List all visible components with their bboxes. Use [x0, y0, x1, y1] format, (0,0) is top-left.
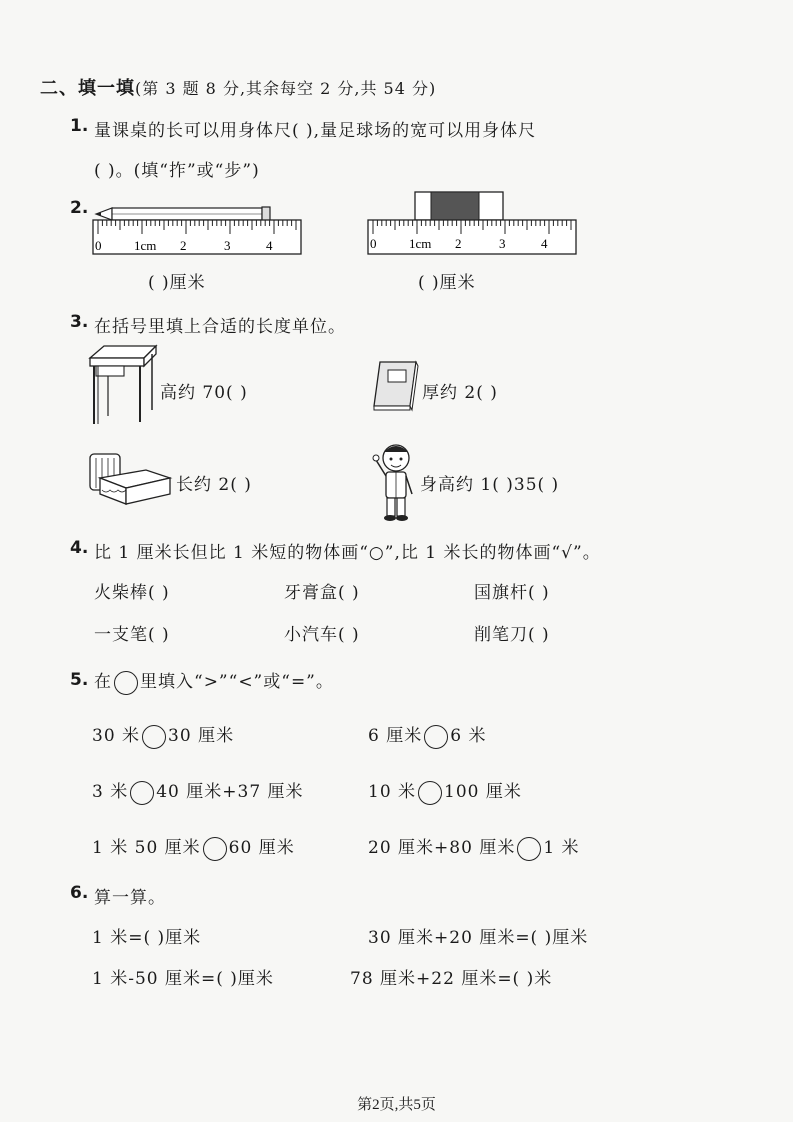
- ruler-b-label-1: 1cm: [409, 236, 432, 251]
- ruler-a-label-4: 4: [266, 238, 273, 253]
- q2-number: 2.: [70, 198, 89, 218]
- section-title: 二、填一填: [40, 78, 135, 99]
- q6-item-2: 30 厘米+20 厘米=( )厘米: [368, 928, 589, 948]
- ruler-a-label-3: 3: [224, 238, 231, 253]
- compare-right: 60 厘米: [228, 838, 295, 858]
- bed-icon: [86, 448, 174, 510]
- compare-left: 6 厘米: [368, 726, 423, 746]
- q5-row2-left: [92, 777, 304, 805]
- ruler-b-label-4: 4: [541, 236, 548, 251]
- compare-left: 1 米 50 厘米: [92, 838, 201, 858]
- compare-circle[interactable]: [418, 781, 442, 805]
- q5-row3-left: [92, 833, 295, 861]
- compare-right: 30 厘米: [168, 726, 235, 746]
- q5-row1-right: [368, 721, 486, 749]
- compare-right: 6 米: [450, 726, 487, 746]
- book-icon: [372, 360, 420, 412]
- q3-number: 3.: [70, 312, 89, 332]
- q5-row1-left: [92, 721, 234, 749]
- page-footer: 第2页,共5页: [357, 1097, 436, 1113]
- block-icon: [415, 192, 503, 220]
- q4-number: 4.: [70, 538, 89, 558]
- compare-circle[interactable]: [142, 725, 166, 749]
- q4-item-toy-car: 小汽车( ): [284, 625, 360, 645]
- compare-left: 3 米: [92, 782, 129, 802]
- compare-right: 1 米: [543, 838, 580, 858]
- q3-text: 在括号里填上合适的长度单位。: [94, 317, 346, 337]
- q5-row3-right: [368, 833, 580, 861]
- ruler-b-label-2: 2: [455, 236, 462, 251]
- q5-text: [94, 667, 334, 695]
- compare-left: 20 厘米+80 厘米: [368, 838, 516, 858]
- q3-boy-text: 身高约 1( )35( ): [420, 475, 560, 495]
- q4-text: 比 1 厘米长但比 1 米短的物体画“○”,比 1 米长的物体画“√”。: [94, 543, 601, 563]
- q4-item-pencil-sharpener: 削笔刀( ): [474, 625, 550, 645]
- q6-item-3: 1 米-50 厘米=( )厘米: [92, 969, 274, 989]
- boy-icon: [372, 440, 420, 522]
- q6-item-4: 78 厘米+22 厘米=( )米: [350, 969, 553, 989]
- compare-right: 40 厘米+37 厘米: [156, 782, 304, 802]
- q2-answer-right: ( )厘米: [418, 273, 476, 293]
- q6-item-1: 1 米=( )厘米: [92, 928, 202, 948]
- compare-circle[interactable]: [424, 725, 448, 749]
- q5-number: 5.: [70, 670, 89, 690]
- compare-left: 30 米: [92, 726, 141, 746]
- q4-item-matchstick: 火柴棒( ): [94, 583, 170, 603]
- ruler-a-label-1: 1cm: [134, 238, 157, 253]
- compare-right: 100 厘米: [444, 782, 522, 802]
- ruler-b-label-0: 0: [370, 236, 377, 251]
- circle-icon: [114, 671, 138, 695]
- compare-left: 10 米: [368, 782, 417, 802]
- q6-text: 算一算。: [94, 888, 166, 908]
- q3-bed-text: 长约 2( ): [176, 475, 252, 495]
- q6-number: 6.: [70, 883, 89, 903]
- pencil-icon: [96, 207, 270, 221]
- compare-circle[interactable]: [203, 837, 227, 861]
- q3-book-text: 厚约 2( ): [422, 383, 498, 403]
- q4-item-flagpole: 国旗杆( ): [474, 583, 550, 603]
- ruler-a-label-0: 0: [95, 238, 102, 253]
- desk-icon: [86, 344, 158, 428]
- q3-desk-text: 高约 70( ): [160, 383, 248, 403]
- q1-line2: ( )。(填“拃”或“步”): [94, 161, 260, 181]
- q5-text-b: 里填入“>”“<”或“=”。: [140, 672, 334, 692]
- q4-item-pen: 一支笔( ): [94, 625, 170, 645]
- q5-row2-right: [368, 777, 522, 805]
- compare-circle[interactable]: [517, 837, 541, 861]
- compare-circle[interactable]: [130, 781, 154, 805]
- ruler-with-block: [365, 190, 580, 260]
- ruler-a-label-2: 2: [180, 238, 187, 253]
- section-note: (第 3 题 8 分,其余每空 2 分,共 54 分): [135, 79, 437, 98]
- ruler-with-pencil: [90, 200, 305, 260]
- q2-answer-left: ( )厘米: [148, 273, 206, 293]
- q5-text-a: 在: [94, 672, 112, 692]
- ruler-b-label-3: 3: [499, 236, 506, 251]
- q1-number: 1.: [70, 116, 89, 136]
- q4-item-toothpaste-box: 牙膏盒( ): [284, 583, 360, 603]
- q1-line1: 量课桌的长可以用身体尺( ),量足球场的宽可以用身体尺: [94, 121, 537, 141]
- section-heading: [40, 74, 436, 100]
